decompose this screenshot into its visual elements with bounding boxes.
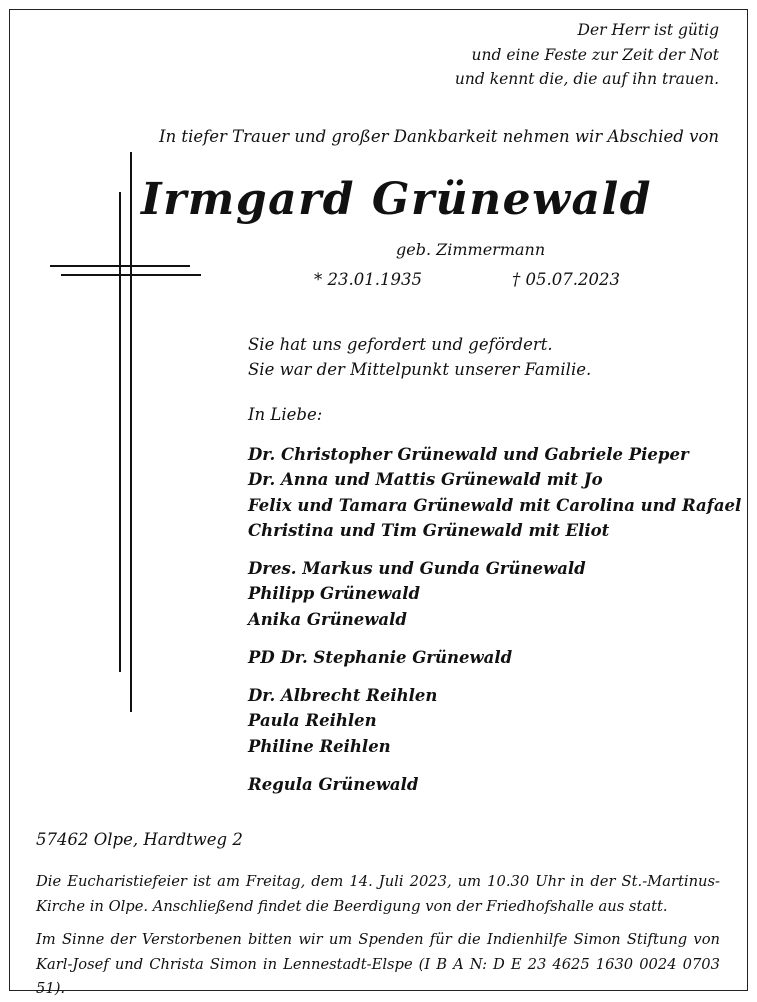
mourner-name: Anika Grünewald	[248, 609, 407, 629]
psalm-line: und eine Feste zur Zeit der Not	[471, 45, 719, 64]
in-love-label: In Liebe:	[248, 405, 323, 424]
psalm-line: Der Herr ist gütig	[577, 21, 719, 39]
mourner-group	[248, 772, 418, 797]
mourner-name: Dr. Christopher Grünewald und Gabriele Pieper	[248, 445, 689, 464]
maiden-name: geb. Zimmermann	[396, 240, 546, 259]
psalm-line: und kennt die, die auf ihn trauen.	[454, 70, 719, 88]
donation-notice: Im Sinne der Verstorbenen bitten wir um Spenden für die Indienhilfe Simon Stiftung von Karl-Josef und Christa Simon in Lennestadt-Elspe (I B A N: D E 23 4625 1630 0024 0703 51).	[36, 931, 720, 997]
mourner-name: Christina und Tim Grünewald mit Eliot	[248, 521, 610, 541]
quote-line: Sie hat uns gefordert und gefördert.	[248, 335, 553, 354]
cross-vertical-line-2	[130, 152, 132, 712]
family-address: 57462 Olpe, Hardtweg 2	[36, 830, 243, 849]
cross-horizontal-line-1	[50, 265, 190, 267]
cross-vertical-line-1	[119, 192, 121, 672]
mourner-name: Philine Reihlen	[248, 736, 391, 756]
psalm-verse	[455, 18, 719, 92]
mourner-group	[248, 645, 512, 670]
mourner-group	[248, 556, 586, 632]
cross-horizontal-line-2	[61, 274, 201, 276]
mourner-name: PD Dr. Stephanie Grünewald	[248, 648, 513, 667]
quote-line: Sie war der Mittelpunkt unserer Familie.	[248, 360, 592, 379]
mourner-name: Dres. Markus und Gunda Grünewald	[248, 559, 586, 578]
service-notice: Die Eucharistiefeier ist am Freitag, dem 14. Juli 2023, um 10.30 Uhr in der St.-Martinus-Kirche in Olpe. Anschließend findet die Beerdigung von der Friedhofshalle aus statt.	[36, 873, 720, 915]
mourner-group	[248, 442, 741, 544]
mourner-name: Dr. Anna und Mattis Grünewald mit Jo	[248, 470, 603, 490]
mourner-name: Dr. Albrecht Reihlen	[248, 686, 438, 705]
mourner-name: Regula Grünewald	[248, 775, 419, 794]
memorial-quote	[248, 332, 591, 382]
mourner-name: Felix und Tamara Grünewald mit Carolina und Rafael	[248, 495, 742, 515]
mourner-group	[248, 683, 437, 759]
mourner-name: Paula Reihlen	[248, 711, 377, 731]
birth-date: * 23.01.1935	[314, 270, 422, 289]
death-date: † 05.07.2023	[512, 270, 620, 289]
mourner-name: Philipp Grünewald	[248, 584, 421, 604]
deceased-name: Irmgard Grünewald	[141, 174, 652, 225]
intro-line: In tiefer Trauer und großer Dankbarkeit nehmen wir Abschied von	[159, 127, 719, 146]
